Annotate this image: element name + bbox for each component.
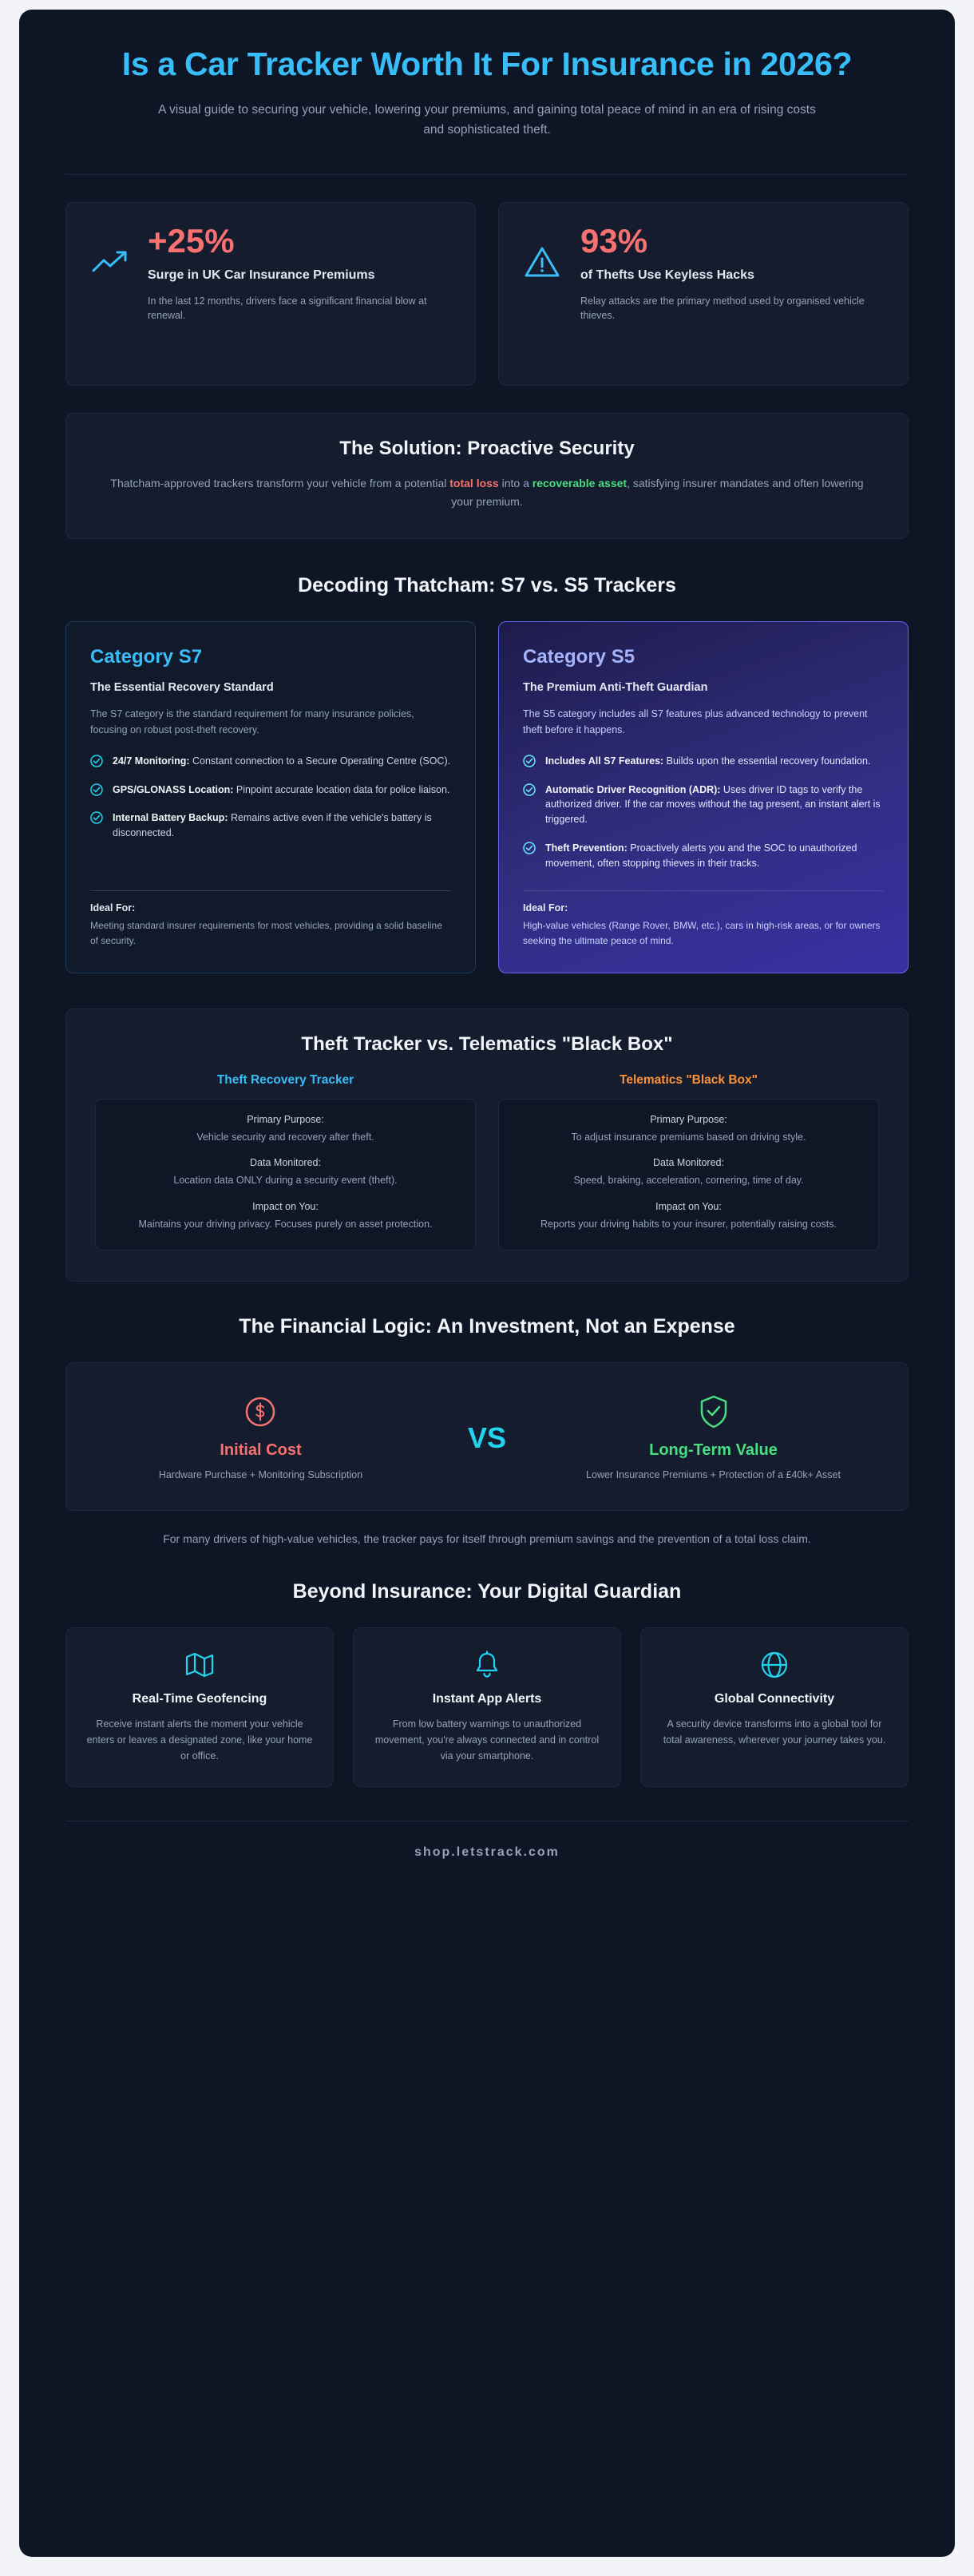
stat-label: of Thefts Use Keyless Hacks bbox=[580, 268, 754, 283]
comparison-row-value: Maintains your driving privacy. Focuses purely on asset protection. bbox=[138, 1219, 433, 1231]
guardian-card-title: Global Connectivity bbox=[714, 1691, 835, 1706]
guardian-card-text: From low battery warnings to unauthorized movement, you're always connected and in control via your smartphone. bbox=[374, 1718, 600, 1762]
comparison-row-label: Data Monitored: bbox=[250, 1157, 321, 1169]
bell-icon bbox=[371, 1649, 603, 1681]
comparison-row-label: Impact on You: bbox=[655, 1201, 722, 1213]
guardian-card-text: A security device transforms into a global tool for total awareness, wherever your journey takes you. bbox=[663, 1718, 886, 1746]
category-s5-divider bbox=[523, 890, 884, 891]
category-s5-title: Category S5 bbox=[523, 646, 635, 668]
category-s7-ideal-label: Ideal For: bbox=[90, 902, 136, 914]
guardian-section-title: Beyond Insurance: Your Digital Guardian bbox=[292, 1579, 682, 1603]
feature-name: 24/7 Monitoring: bbox=[113, 755, 190, 767]
solution-title: The Solution: Proactive Security bbox=[339, 437, 635, 459]
decoding-section-title: Decoding Thatcham: S7 vs. S5 Trackers bbox=[298, 574, 676, 597]
stat-number: +25% bbox=[148, 221, 235, 260]
category-s7-subtitle: The Essential Recovery Standard bbox=[90, 681, 274, 695]
category-s7-divider bbox=[90, 890, 451, 891]
check-circle-icon bbox=[523, 842, 536, 854]
list-item bbox=[110, 1114, 461, 1145]
category-s5-ideal-label: Ideal For: bbox=[523, 902, 568, 914]
feature-desc: Pinpoint accurate location data for police liaison. bbox=[233, 783, 450, 795]
finance-note: For many drivers of high-value vehicles, the tracker pays for itself through premium savings and the prevention of a total loss claim. bbox=[163, 1532, 811, 1546]
list-item bbox=[513, 1114, 864, 1145]
feature-text bbox=[113, 810, 451, 841]
category-card-s5 bbox=[498, 621, 909, 973]
category-s5-ideal-text: High-value vehicles (Range Rover, BMW, etc.), cars in high-risk areas, or for owners seeking the ultimate peace of mind. bbox=[523, 920, 881, 946]
feature-desc: Uses driver ID tags to verify the authorized driver. If the car moves without the tag present, an instant alert is triggered. bbox=[545, 783, 881, 826]
solution-text bbox=[98, 474, 876, 511]
spacer bbox=[90, 861, 451, 891]
list-item bbox=[513, 1201, 864, 1232]
category-s7-intro: The S7 category is the standard requirement for many insurance policies, focusing on robust post-theft recovery. bbox=[90, 708, 414, 735]
solution-text-part3: , satisfying insurer mandates and often lowering your premium. bbox=[451, 476, 864, 509]
feature-name: GPS/GLONASS Location: bbox=[113, 783, 234, 795]
feature-desc: Constant connection to a Secure Operating Centre (SOC). bbox=[189, 755, 451, 767]
list-item bbox=[110, 1201, 461, 1232]
stat-card-premium-surge bbox=[65, 202, 476, 386]
comparison-left-heading: Theft Recovery Tracker bbox=[216, 1072, 354, 1087]
guardian-card-title: Instant App Alerts bbox=[432, 1691, 542, 1706]
stat-card-keyless-hacks bbox=[498, 202, 909, 386]
comparison-row-value: To adjust insurance premiums based on driving style. bbox=[571, 1131, 806, 1143]
comparison-left-box bbox=[95, 1099, 476, 1250]
comparison-right-box bbox=[498, 1099, 879, 1250]
infographic-container bbox=[19, 10, 955, 2557]
category-s5-subtitle: The Premium Anti-Theft Guardian bbox=[523, 681, 708, 695]
guardian-card-text: Receive instant alerts the moment your vehicle enters or leaves a designated zone, like your home or office. bbox=[86, 1718, 313, 1762]
header-divider bbox=[65, 174, 909, 175]
feature-text bbox=[545, 841, 884, 871]
finance-vs-label: VS bbox=[467, 1421, 507, 1455]
comparison-row-value: Reports your driving habits to your insurer, potentially raising costs. bbox=[540, 1219, 837, 1231]
category-s7-feature-list bbox=[90, 754, 451, 854]
page-title: Is a Car Tracker Worth It For Insurance in 2026? bbox=[121, 46, 853, 82]
solution-panel bbox=[65, 413, 909, 539]
globe-icon bbox=[659, 1649, 890, 1681]
comparison-right-heading: Telematics "Black Box" bbox=[620, 1072, 758, 1087]
feature-desc: Builds upon the essential recovery foundation. bbox=[663, 755, 871, 767]
feature-name: Includes All S7 Features: bbox=[545, 755, 664, 767]
stat-description: Relay attacks are the primary method used by organised vehicle thieves. bbox=[580, 295, 865, 322]
stat-number: 93% bbox=[580, 221, 648, 260]
solution-text-part1: Thatcham-approved trackers transform your vehicle from a potential bbox=[110, 476, 450, 489]
finance-row bbox=[90, 1393, 884, 1483]
check-circle-icon bbox=[523, 755, 536, 767]
comparison-title: Theft Tracker vs. Telematics "Black Box" bbox=[301, 1032, 673, 1055]
comparison-row-value: Vehicle security and recovery after theft. bbox=[196, 1131, 374, 1143]
shield-check-icon bbox=[543, 1393, 884, 1430]
stat-description: In the last 12 months, drivers face a significant financial blow at renewal. bbox=[148, 295, 427, 322]
check-circle-icon bbox=[90, 783, 103, 796]
trend-up-icon bbox=[89, 241, 130, 283]
finance-panel bbox=[65, 1362, 909, 1511]
finance-value-side bbox=[543, 1393, 884, 1483]
list-item bbox=[90, 754, 451, 769]
feature-name: Theft Prevention: bbox=[545, 842, 628, 854]
finance-section-title: The Financial Logic: An Investment, Not an Expense bbox=[239, 1314, 735, 1338]
category-s5-feature-list bbox=[523, 754, 884, 885]
comparison-row-label: Data Monitored: bbox=[653, 1157, 724, 1169]
finance-cost-sub: Hardware Purchase + Monitoring Subscription bbox=[158, 1468, 363, 1480]
footer-url[interactable]: shop.letstrack.com bbox=[414, 1845, 560, 1859]
finance-value-sub: Lower Insurance Premiums + Protection of a £40k+ Asset bbox=[586, 1468, 841, 1480]
solution-highlight-total-loss: total loss bbox=[449, 476, 499, 489]
comparison-row-label: Primary Purpose: bbox=[247, 1113, 324, 1125]
comparison-panel bbox=[65, 1009, 909, 1282]
feature-name: Internal Battery Backup: bbox=[113, 812, 228, 824]
cost-circle-icon bbox=[90, 1393, 431, 1430]
category-s7-ideal-text: Meeting standard insurer requirements for most vehicles, providing a solid baseline of security. bbox=[90, 920, 442, 946]
feature-desc: Proactively alerts you and the SOC to unauthorized movement, often stopping thieves in their tracks. bbox=[545, 842, 857, 869]
map-icon bbox=[84, 1649, 315, 1681]
check-circle-icon bbox=[90, 811, 103, 824]
list-item bbox=[523, 754, 884, 769]
list-item bbox=[513, 1157, 864, 1188]
category-s5-intro: The S5 category includes all S7 features plus advanced technology to prevent theft before it happens. bbox=[523, 708, 868, 735]
finance-value-heading: Long-Term Value bbox=[649, 1441, 778, 1459]
check-circle-icon bbox=[523, 783, 536, 796]
stat-label: Surge in UK Car Insurance Premiums bbox=[148, 268, 375, 283]
comparison-row-value: Speed, braking, acceleration, cornering, time of day. bbox=[573, 1175, 804, 1187]
list-item bbox=[110, 1157, 461, 1188]
solution-text-part2: into a bbox=[498, 476, 533, 489]
list-item bbox=[90, 810, 451, 841]
list-item bbox=[90, 783, 451, 798]
stat-card-body bbox=[580, 221, 885, 323]
guardian-card-connectivity bbox=[640, 1627, 909, 1787]
guardian-card-title: Real-Time Geofencing bbox=[132, 1691, 267, 1706]
list-item bbox=[523, 841, 884, 871]
warning-triangle-icon bbox=[521, 241, 563, 283]
stat-card-body bbox=[148, 221, 453, 323]
check-circle-icon bbox=[90, 755, 103, 767]
feature-text bbox=[113, 783, 449, 798]
stat-cards-row bbox=[65, 202, 909, 386]
finance-cost-side bbox=[90, 1393, 431, 1483]
feature-text bbox=[545, 754, 870, 769]
feature-text bbox=[545, 783, 884, 827]
comparison-row-label: Primary Purpose: bbox=[650, 1113, 727, 1125]
page-subtitle: A visual guide to securing your vehicle, lowering your premiums, and gaining total peace of mind in an era of rising costs and sophisticated theft. bbox=[158, 103, 816, 137]
guardian-card-geofencing bbox=[65, 1627, 334, 1787]
guardian-card-alerts bbox=[353, 1627, 621, 1787]
comparison-row-label: Impact on You: bbox=[252, 1201, 319, 1213]
category-card-s7 bbox=[65, 621, 476, 973]
category-s7-title: Category S7 bbox=[90, 646, 203, 668]
comparison-column-telematics bbox=[498, 1073, 879, 1250]
feature-desc: Remains active even if the vehicle's battery is disconnected. bbox=[113, 812, 432, 839]
feature-name: Automatic Driver Recognition (ADR): bbox=[545, 783, 721, 795]
guardian-cards-row bbox=[65, 1627, 909, 1787]
comparison-column-tracker bbox=[95, 1073, 476, 1250]
list-item bbox=[523, 783, 884, 827]
category-cards-row bbox=[65, 621, 909, 973]
finance-cost-heading: Initial Cost bbox=[220, 1441, 302, 1459]
solution-highlight-recoverable-asset: recoverable asset bbox=[532, 476, 628, 489]
comparison-columns bbox=[95, 1073, 879, 1250]
feature-text bbox=[113, 754, 450, 769]
comparison-row-value: Location data ONLY during a security event (theft). bbox=[173, 1175, 398, 1187]
